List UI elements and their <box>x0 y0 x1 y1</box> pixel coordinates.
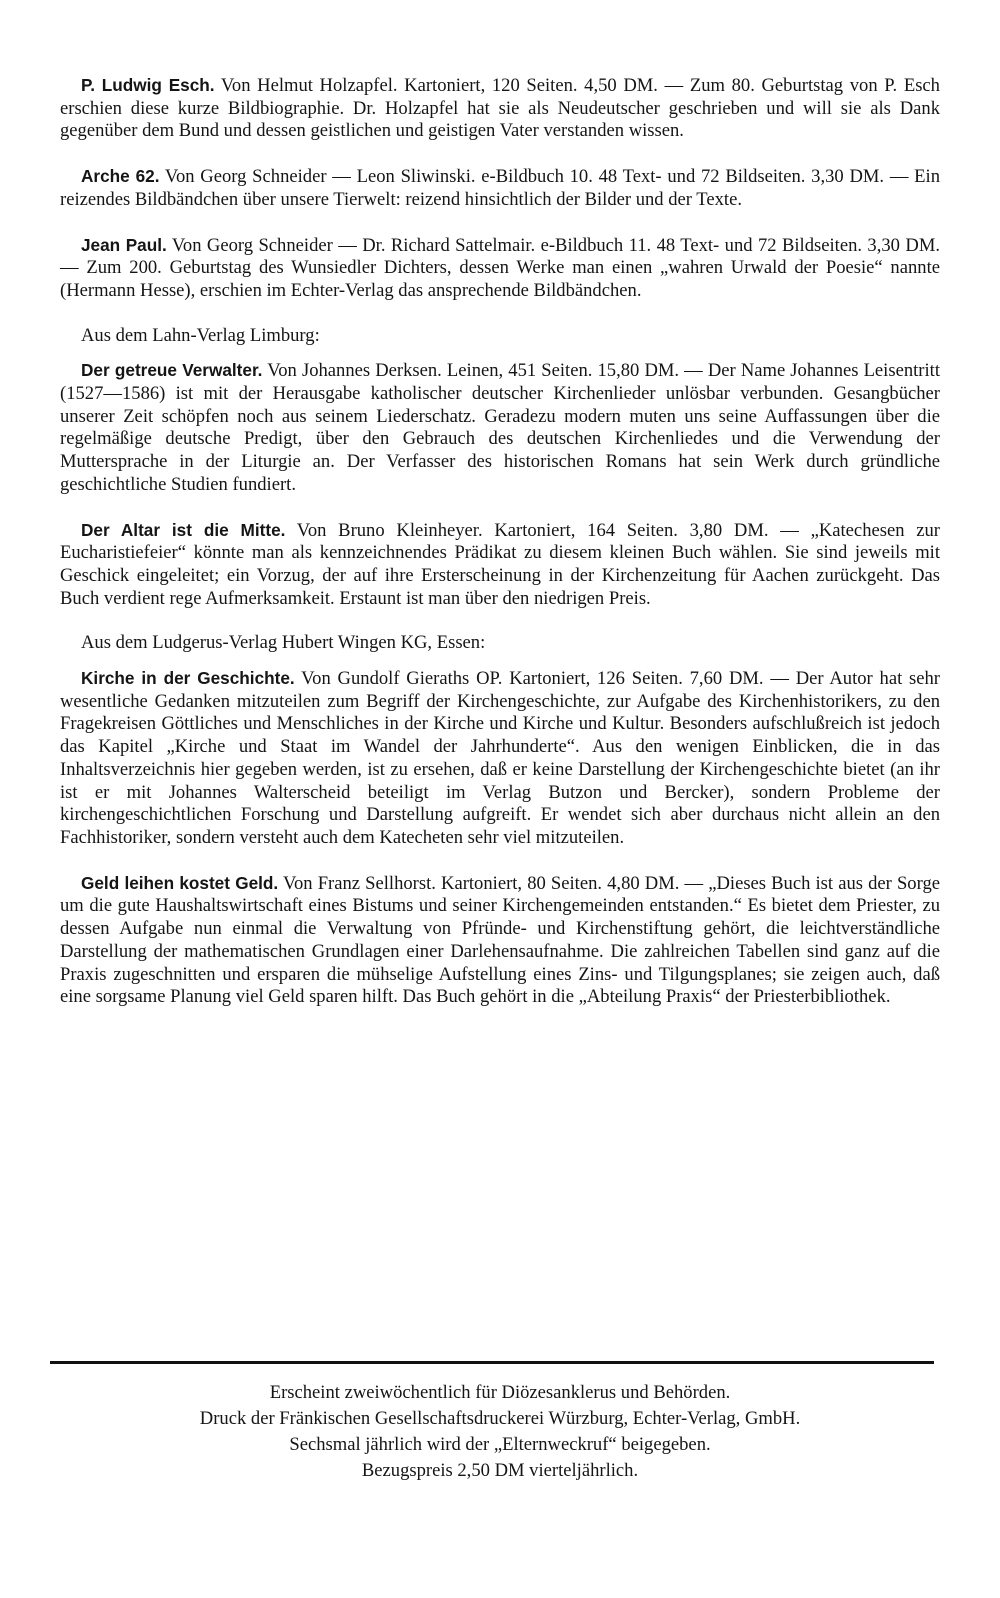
review-title: Der getreue Verwalter. <box>81 360 263 381</box>
review-entry <box>60 359 940 496</box>
review-entry <box>60 165 940 211</box>
review-title: Der Altar ist die Mitte. <box>81 519 286 540</box>
review-text: Von Helmut Holzapfel. Kartoniert, 120 Seiten. 4,50 DM. — Zum 80. Geburtstag von P. Esch erschien diese kurze Bildbiographie. Dr. Holzapfel hat sie als Neudeutscher geschrieben und will sie als Dank gegenüber dem Bund und dessen geistlichen und geistigen Vater verstanden wissen. <box>60 75 940 142</box>
colophon-line: Bezugspreis 2,50 DM vierteljährlich. <box>361 1460 639 1481</box>
review-text: Von Georg Schneider — Dr. Richard Sattelmair. e-Bildbuch 11. 48 Text- und 72 Bildseiten. 3,30 DM. — Zum 200. Geburtstag des Wunsiedler Dichters, dessen Werke man einen „wahren Urwald der Poesie“ nannte (Hermann Hesse), erschien im Echter-Verlag das ansprechende Bildbändchen. <box>60 234 940 301</box>
colophon-line: Sechsmal jährlich wird der „Elternweckruf“ beigegeben. <box>289 1434 711 1455</box>
review-entry <box>60 667 940 850</box>
footer-divider <box>50 1361 934 1364</box>
book-reviews-column <box>60 74 940 1031</box>
colophon <box>60 1380 940 1484</box>
review-text: Von Johannes Derksen. Leinen, 451 Seiten. 15,80 DM. — Der Name Johannes Leisentritt (1527—1586) ist mit der Herausgabe katholischer deutscher Kirchenlieder unlösbar verbunden. Gesangbücher unserer Zeit schöpfen noch aus seinem Liederschatz. Geradezu modern muten uns seine Auffassungen über die regelmäßige deutsche Predigt, über den Gebrauch des deutschen Kirchenliedes und die Verwendung der Muttersprache in der Liturgie an. Der Verfasser des historischen Romans hat sein Werk durch gründliche geschichtliche Studien fundiert. <box>60 360 940 495</box>
review-title: Jean Paul. <box>81 234 167 255</box>
review-title: Kirche in der Geschichte. <box>81 668 295 689</box>
review-entry <box>60 234 940 303</box>
review-entry <box>60 872 940 1009</box>
review-text: Von Franz Sellhorst. Kartoniert, 80 Seiten. 4,80 DM. — „Dieses Buch ist aus der Sorge um die gute Haushaltswirtschaft eines Bistums und seiner Kirchengemeinden entstanden.“ Es bietet dem Priester, zu dessen Aufgabe nun einmal die Verwaltung von Pfründe- und Kirchenstiftung gehört, die leichtverständliche Darstellung der mathematischen Grundlagen einer Darlehensaufnahme. Die zahlreichen Tabellen sind ganz auf die Praxis zugeschnitten und ersparen die mühselige Aufstellung eines Zins- und Tilgungsplanes; sie zeigen auch, daß eine sorgsame Planung viel Geld sparen hilft. Das Buch gehört in die „Abteilung Praxis“ der Priesterbibliothek. <box>60 872 940 1008</box>
publisher-heading: Aus dem Ludgerus-Verlag Hubert Wingen KG, Essen: <box>81 632 486 654</box>
review-text: Von Gundolf Gieraths OP. Kartoniert, 126 Seiten. 7,60 DM. — Der Autor hat sehr wesentliche Gedanken mitzuteilen zum Begriff der Kirchengeschichte, zur Aufgabe des Kirchenhistorikers, zu den Fragekreisen Göttliches und Menschliches in der Kirche und Kirche und Kultur. Besonders aufschlußreich ist jedoch das Kapitel „Kirche und Staat im Wandel der Jahrhunderte“. Aus den wenigen Einblicken, die in das Inhaltsverzeichnis hier gegeben werden, ist zu ersehen, daß er keine Darstellung der Kirchengeschichte bietet (an ihr ist er mit Johannes Walterscheid beteiligt im Verlag Butzon und Bercker), sondern Probleme der kirchengeschichtlichen Forschung und Darstellung aufgreift. Er wendet sich aber durchaus nicht allein an den Fachhistoriker, sondern versteht auch dem Katecheten sehr viel mitzuteilen. <box>60 668 940 848</box>
review-entry <box>60 74 940 143</box>
review-title: Geld leihen kostet Geld. <box>81 872 279 893</box>
colophon-line: Druck der Fränkischen Gesellschaftsdruckerei Würzburg, Echter-Verlag, GmbH. <box>199 1408 801 1429</box>
review-title: P. Ludwig Esch. <box>81 75 215 95</box>
publisher-heading: Aus dem Lahn-Verlag Limburg: <box>81 324 320 346</box>
review-entry <box>60 519 940 611</box>
review-title: Arche 62. <box>81 166 160 187</box>
review-text: Von Georg Schneider — Leon Sliwinski. e-Bildbuch 10. 48 Text- und 72 Bildseiten. 3,30 DM. — Ein reizendes Bildbändchen über unsere Tierwelt: reizend hinsichtlich der Bilder und der Texte. <box>60 166 940 210</box>
review-text: Von Bruno Kleinheyer. Kartoniert, 164 Seiten. 3,80 DM. — „Katechesen zur Eucharistiefeier“ könnte man als kennzeichnendes Prädikat zu diesem kleinen Buch wählen. Sie sind jeweils mit Geschick eingeleitet; ein Vorzug, der auf ihre Ersterscheinung in der Kirchenzeitung für Aachen zurückgeht. Das Buch verdient rege Aufmerksamkeit. Erstaunt ist man über den niedrigen Preis. <box>60 519 941 609</box>
colophon-line: Erscheint zweiwöchentlich für Diözesanklerus und Behörden. <box>269 1382 731 1403</box>
